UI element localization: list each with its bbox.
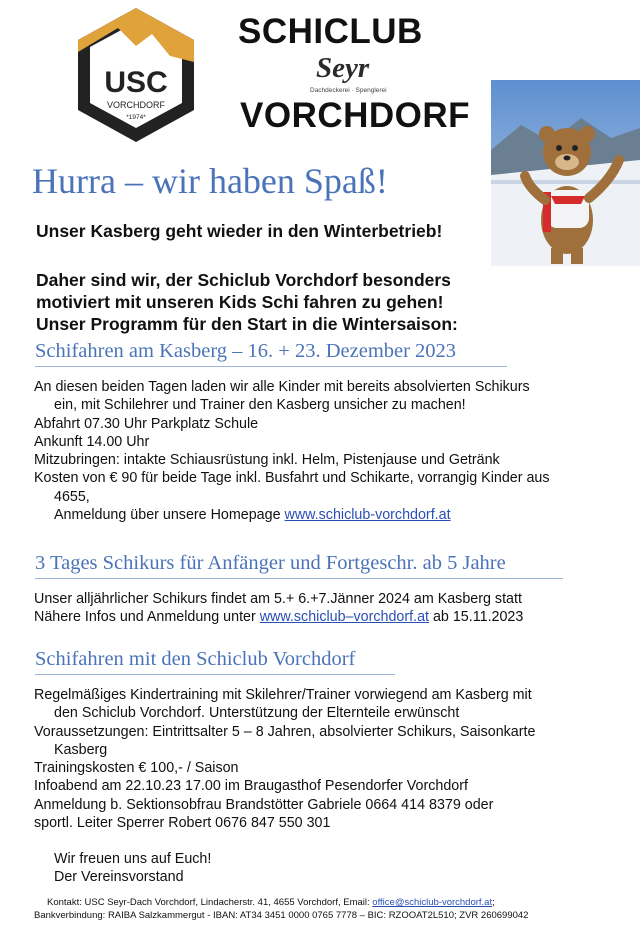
section2-body — [34, 590, 523, 627]
mascot-bear-photo — [491, 80, 640, 266]
sponsor-logo: Seyr — [316, 52, 370, 84]
section2-info-text: Nähere Infos und Anmeldung unter — [34, 609, 260, 626]
section1-register-line — [34, 506, 550, 524]
email-link[interactable]: office@schiclub-vorchdorf.at — [372, 897, 493, 908]
section1-body — [34, 378, 550, 524]
lead-line-3: motiviert mit unseren Kids Schi fahren zu gehen! — [36, 292, 444, 312]
footer-bank: Bankverbindung: RAIBA Salzkammergut - IBAN: AT34 3451 0000 0765 7778 – BIC: RZOOAT2L510; ZVR 260699042 — [34, 910, 529, 921]
usc-vorchdorf-logo — [70, 4, 202, 146]
section1-line: An diesen beiden Tagen laden wir alle Kinder mit bereits absolvierten Schikurs — [34, 379, 530, 395]
section3-line: Kasberg — [54, 741, 108, 758]
registration-link[interactable]: www.schiclub–vorchdorf.at — [259, 609, 429, 626]
section3-underline — [35, 674, 395, 675]
club-title-line2: VORCHDORF — [240, 96, 471, 135]
lead-line-2: Daher sind wir, der Schiclub Vorchdorf besonders — [36, 270, 451, 290]
section2-underline — [35, 578, 563, 579]
closing-line-2: Der Vereinsvorstand — [54, 869, 184, 886]
sponsor-subtitle: Dachdeckerei · Spenglerei — [310, 87, 387, 94]
club-title-line1: SCHICLUB — [238, 12, 423, 51]
section1-line: Kosten von € 90 für beide Tage inkl. Busfahrt und Schikarte, vorrangig Kinder aus — [34, 470, 550, 487]
closing-line-1: Wir freuen uns auf Euch! — [54, 851, 212, 867]
lead-block — [36, 269, 458, 335]
section1-line: Ankunft 14.00 Uhr — [34, 433, 150, 450]
section1-line: Abfahrt 07.30 Uhr Parkplatz Schule — [34, 415, 259, 432]
section3-heading: Schifahren mit den Schiclub Vorchdorf — [35, 648, 356, 670]
section1-line: ein, mit Schilehrer und Trainer den Kasberg unsicher zu machen! — [54, 397, 466, 414]
footer-contact-text: Kontakt: USC Seyr-Dach Vorchdorf, Lindacherstr. 41, 4655 Vorchdorf, Email: — [47, 897, 373, 908]
footer-contact — [47, 897, 495, 908]
headline: Hurra – wir haben Spaß! — [32, 161, 388, 201]
section1-underline — [35, 366, 507, 367]
section3-line: sportl. Leiter Sperrer Robert 0676 847 550 301 — [34, 815, 331, 832]
section1-register-text: Anmeldung über unsere Homepage — [54, 507, 285, 524]
section3-line: Regelmäßiges Kindertraining mit Skilehrer/Trainer vorwiegend am Kasberg mit — [34, 687, 532, 703]
section2-line: Unser alljährlicher Schikurs findet am 5.+ 6.+7.Jänner 2024 am Kasberg statt — [34, 591, 522, 607]
section1-line: Mitzubringen: intakte Schiausrüstung inkl. Helm, Pistenjause und Getränk — [34, 452, 500, 469]
logo-text: USC — [104, 66, 168, 99]
section3-line: Anmeldung b. Sektionsobfrau Brandstötter Gabriele 0664 414 8379 oder — [34, 796, 494, 813]
section1-line: 4655, — [54, 488, 90, 505]
section3-line: Trainingskosten € 100,- / Saison — [34, 760, 239, 777]
section2-heading: 3 Tages Schikurs für Anfänger und Fortgeschr. ab 5 Jahre — [35, 552, 506, 574]
section3-line: Infoabend am 22.10.23 17.00 im Braugasthof Pesendorfer Vorchdorf — [34, 778, 468, 795]
section3-line: den Schiclub Vorchdorf. Unterstützung der Elternteile erwünscht — [54, 705, 460, 722]
closing-block — [54, 850, 211, 887]
logo-sub: VORCHDORF — [107, 100, 165, 110]
lead-line-1: Unser Kasberg geht wieder in den Winterbetrieb! — [36, 221, 443, 241]
section2-info-line — [34, 608, 523, 626]
homepage-link[interactable]: www.schiclub-vorchdorf.at — [284, 507, 451, 524]
lead-line-4: Unser Programm für den Start in die Wintersaison: — [36, 314, 458, 334]
section3-line: Voraussetzungen: Eintrittsalter 5 – 8 Jahren, absolvierter Schikurs, Saisonkarte — [34, 723, 536, 740]
logo-year: *1974* — [126, 114, 146, 121]
section3-body — [34, 686, 535, 832]
section2-date-text: ab 15.11.2023 — [429, 609, 524, 626]
section1-heading: Schifahren am Kasberg – 16. + 23. Dezember 2023 — [35, 340, 457, 362]
footer-contact-end: ; — [492, 897, 495, 908]
